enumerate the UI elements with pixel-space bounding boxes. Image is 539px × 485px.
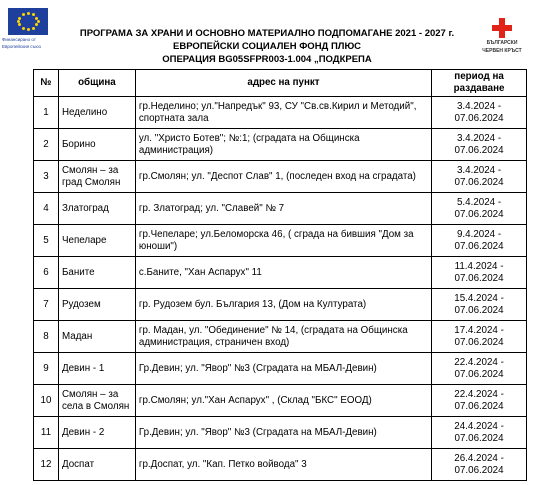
row-number: 1	[34, 97, 59, 129]
row-period	[432, 449, 527, 481]
period-to: 07.06.2024	[454, 144, 504, 156]
row-address: с.Баните, "Хан Аспарух" 11	[135, 257, 431, 289]
row-number: 10	[34, 385, 59, 417]
table-row	[34, 417, 527, 449]
table-row	[34, 385, 527, 417]
rc-caption-1: БЪЛГАРСКИ	[486, 40, 518, 46]
period-from: 22.4.2024 -	[454, 388, 504, 400]
eu-caption-2: Европейския съюз	[2, 44, 41, 49]
row-municipality: Чепеларе	[58, 225, 135, 257]
table-row	[34, 289, 527, 321]
table-row	[34, 97, 527, 129]
document-header	[60, 27, 474, 66]
header-municipality: община	[58, 70, 135, 97]
row-period	[432, 385, 527, 417]
period-from: 24.4.2024 -	[454, 420, 504, 432]
period-from: 22.4.2024 -	[454, 356, 504, 368]
period-to: 07.06.2024	[454, 400, 504, 412]
eu-caption-1: Финансирано от	[2, 37, 36, 42]
table-row	[34, 321, 527, 353]
table-row	[34, 129, 527, 161]
period-to: 07.06.2024	[454, 432, 504, 444]
period-to: 07.06.2024	[454, 240, 504, 252]
period-from: 26.4.2024 -	[454, 452, 504, 464]
row-period	[432, 161, 527, 193]
eu-logo	[2, 8, 60, 49]
row-municipality: Баните	[58, 257, 135, 289]
table-row	[34, 449, 527, 481]
distribution-table	[33, 69, 527, 481]
row-address: гр.Доспат, ул. "Кап. Петко войвода" 3	[135, 449, 431, 481]
row-address: гр. Рудозем бул. България 13, (Дом на Културата)	[135, 289, 431, 321]
period-from: 17.4.2024 -	[454, 324, 504, 336]
row-address: гр. Мадан, ул. "Обединение" № 14, (сградата на Общинска администрация, страничен вход)	[135, 321, 431, 353]
period-from: 11.4.2024 -	[454, 260, 504, 272]
eu-flag-icon	[8, 8, 48, 35]
header-line-3: ОПЕРАЦИЯ BG05SFPR003-1.004 „ПОДКРЕПА	[162, 54, 372, 65]
header-period: период на раздаване	[432, 70, 527, 97]
row-number: 5	[34, 225, 59, 257]
period-from: 3.4.2024 -	[456, 100, 502, 112]
period-to: 07.06.2024	[454, 304, 504, 316]
table-row	[34, 353, 527, 385]
row-municipality: Девин - 1	[58, 353, 135, 385]
row-period	[432, 193, 527, 225]
row-number: 11	[34, 417, 59, 449]
row-number: 2	[34, 129, 59, 161]
row-number: 6	[34, 257, 59, 289]
row-number: 12	[34, 449, 59, 481]
period-to: 07.06.2024	[454, 176, 504, 188]
table-row	[34, 225, 527, 257]
row-number: 4	[34, 193, 59, 225]
table-row	[34, 257, 527, 289]
row-municipality: Доспат	[58, 449, 135, 481]
header-num: №	[34, 70, 59, 97]
row-address: Гр.Девин; ул. "Явор" №3 (Сградата на МБАЛ-Девин)	[135, 417, 431, 449]
row-period	[432, 353, 527, 385]
period-to: 07.06.2024	[454, 368, 504, 380]
row-municipality: Неделино	[58, 97, 135, 129]
row-municipality: Рудозем	[58, 289, 135, 321]
row-address: Гр.Девин; ул. "Явор" №3 (Сградата на МБАЛ-Девин)	[135, 353, 431, 385]
row-number: 8	[34, 321, 59, 353]
period-from: 3.4.2024 -	[456, 132, 502, 144]
period-from: 3.4.2024 -	[456, 164, 502, 176]
row-address: гр.Чепеларе; ул.Беломорска 46, ( сграда на бившия "Дом за юноши")	[135, 225, 431, 257]
row-period	[432, 417, 527, 449]
header-line-1: ПРОГРАМА ЗА ХРАНИ И ОСНОВНО МАТЕРИАЛНО ПОДПОМАГАНЕ 2021 - 2027 г.	[79, 28, 455, 39]
row-address: ул. "Христо Ботев"; №:1; (сградата на Общинска администрация)	[135, 129, 431, 161]
table-header-row	[34, 70, 527, 97]
header-line-2: ЕВРОПЕЙСКИ СОЦИАЛЕН ФОНД ПЛЮС	[173, 41, 361, 52]
row-period	[432, 225, 527, 257]
row-period	[432, 289, 527, 321]
row-municipality: Смолян – за град Смолян	[58, 161, 135, 193]
row-address: гр.Смолян; ул."Хан Аспарух" , (Склад "БКС" ЕООД)	[135, 385, 431, 417]
row-period	[432, 129, 527, 161]
header-address: адрес на пункт	[135, 70, 431, 97]
row-address: гр. Златоград; ул. "Славей" № 7	[135, 193, 431, 225]
row-period	[432, 97, 527, 129]
row-period	[432, 321, 527, 353]
table-row	[34, 161, 527, 193]
row-address: гр.Неделино; ул."Напредък" 93, СУ "Св.св.Кирил и Методий", спортната зала	[135, 97, 431, 129]
row-municipality: Смолян – за села в Смолян	[58, 385, 135, 417]
period-to: 07.06.2024	[454, 112, 504, 124]
row-number: 7	[34, 289, 59, 321]
table-row	[34, 193, 527, 225]
period-to: 07.06.2024	[454, 272, 504, 284]
red-cross-logo	[474, 18, 530, 54]
row-address: гр.Смолян; ул. "Деспот Слав" 1, (последен вход на сградата)	[135, 161, 431, 193]
period-to: 07.06.2024	[454, 464, 504, 476]
row-municipality: Борино	[58, 129, 135, 161]
red-cross-icon	[492, 18, 512, 38]
row-number: 9	[34, 353, 59, 385]
row-municipality: Златоград	[58, 193, 135, 225]
period-from: 15.4.2024 -	[454, 292, 504, 304]
period-to: 07.06.2024	[454, 336, 504, 348]
period-from: 9.4.2024 -	[456, 228, 502, 240]
row-municipality: Мадан	[58, 321, 135, 353]
row-municipality: Девин - 2	[58, 417, 135, 449]
row-number: 3	[34, 161, 59, 193]
rc-caption-2: ЧЕРВЕН КРЪСТ	[482, 48, 522, 54]
period-from: 5.4.2024 -	[456, 196, 502, 208]
period-to: 07.06.2024	[454, 208, 504, 220]
row-period	[432, 257, 527, 289]
